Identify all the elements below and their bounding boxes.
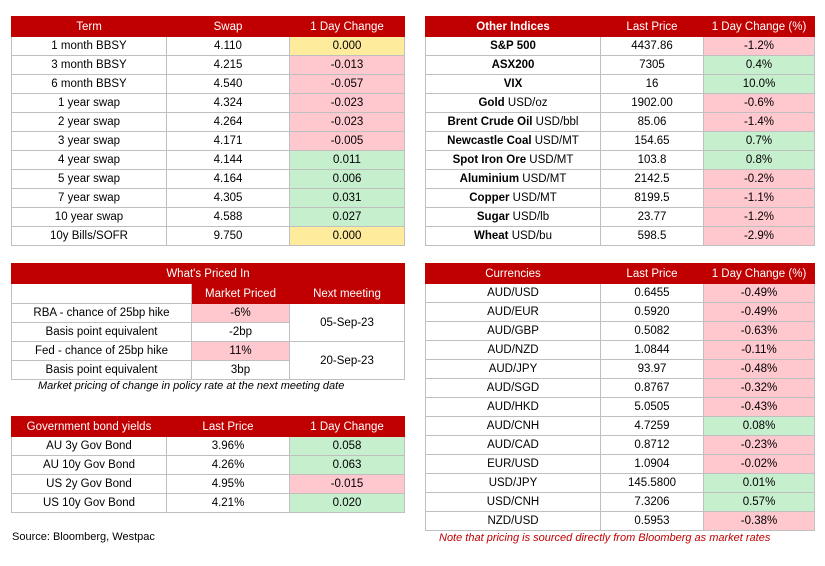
swap-term: 7 year swap	[12, 189, 167, 208]
index-change: 0.8%	[704, 151, 815, 170]
fed-value: 11%	[192, 342, 290, 361]
swap-value: 4.171	[167, 132, 290, 151]
swap-change: -0.057	[290, 75, 405, 94]
index-name	[426, 189, 601, 208]
table-row	[12, 56, 405, 75]
index-change: -1.1%	[704, 189, 815, 208]
table-row	[12, 456, 405, 475]
indices-table	[425, 16, 815, 246]
currency-price: 4.7259	[601, 417, 704, 436]
swap-change: 0.011	[290, 151, 405, 170]
swap-term: 10 year swap	[12, 208, 167, 227]
index-name	[426, 37, 601, 56]
swap-change: -0.013	[290, 56, 405, 75]
swap-change: 0.000	[290, 37, 405, 56]
index-name	[426, 170, 601, 189]
swap-term: 1 year swap	[12, 94, 167, 113]
currency-price: 1.0904	[601, 455, 704, 474]
fed-date: 20-Sep-23	[290, 342, 405, 380]
header-last-price: Last Price	[601, 17, 704, 37]
currency-change: -0.49%	[704, 303, 815, 322]
index-unit: USD/MT	[509, 192, 557, 204]
rba-bp-value: -2bp	[192, 323, 290, 342]
index-name	[426, 75, 601, 94]
index-price: 23.77	[601, 208, 704, 227]
currency-change: 0.57%	[704, 493, 815, 512]
index-change: 0.7%	[704, 132, 815, 151]
currency-price: 0.8712	[601, 436, 704, 455]
table-row	[426, 113, 815, 132]
fed-bp-label: Basis point equivalent	[12, 361, 192, 380]
table-row	[12, 208, 405, 227]
index-change: -1.4%	[704, 113, 815, 132]
swap-change: 0.006	[290, 170, 405, 189]
index-unit: USD/bbl	[532, 116, 579, 128]
swap-change: 0.027	[290, 208, 405, 227]
index-name	[426, 94, 601, 113]
index-name	[426, 151, 601, 170]
currency-change: 0.08%	[704, 417, 815, 436]
index-name-label: Gold	[478, 97, 505, 109]
index-price: 8199.5	[601, 189, 704, 208]
currency-pair: AUD/EUR	[426, 303, 601, 322]
currency-pair: AUD/USD	[426, 284, 601, 303]
header-term: Term	[12, 17, 167, 37]
index-price: 16	[601, 75, 704, 94]
index-name-label: VIX	[503, 78, 523, 90]
currency-price: 0.5953	[601, 512, 704, 531]
table-row	[426, 398, 815, 417]
header-bond-last-price: Last Price	[167, 417, 290, 437]
index-change: -0.2%	[704, 170, 815, 189]
index-price: 2142.5	[601, 170, 704, 189]
table-row	[426, 56, 815, 75]
currencies-table-header	[426, 264, 815, 284]
bond-name: AU 10y Gov Bond	[12, 456, 167, 475]
index-price: 1902.00	[601, 94, 704, 113]
currency-pair: AUD/CAD	[426, 436, 601, 455]
index-name	[426, 132, 601, 151]
table-row	[426, 132, 815, 151]
index-name-label: Copper	[469, 192, 510, 204]
table-row	[12, 170, 405, 189]
swap-term: 5 year swap	[12, 170, 167, 189]
table-row	[426, 284, 815, 303]
table-row	[12, 342, 405, 361]
header-currencies: Currencies	[426, 264, 601, 284]
index-name-label: Wheat	[474, 230, 509, 242]
currency-change: -0.11%	[704, 341, 815, 360]
index-change: 0.4%	[704, 56, 815, 75]
index-name-label: Brent Crude Oil	[447, 116, 533, 128]
table-row	[426, 455, 815, 474]
header-bond-1-day-change: 1 Day Change	[290, 417, 405, 437]
index-price: 154.65	[601, 132, 704, 151]
bond-change: 0.058	[290, 437, 405, 456]
table-row	[426, 208, 815, 227]
rba-date: 05-Sep-23	[290, 304, 405, 342]
index-unit: USD/MT	[526, 154, 574, 166]
currency-price: 1.0844	[601, 341, 704, 360]
table-row	[12, 75, 405, 94]
currency-change: -0.02%	[704, 455, 815, 474]
bond-name: US 2y Gov Bond	[12, 475, 167, 494]
index-unit: USD/oz	[504, 97, 548, 109]
bond-name: AU 3y Gov Bond	[12, 437, 167, 456]
currency-pair: AUD/HKD	[426, 398, 601, 417]
header-swap: Swap	[167, 17, 290, 37]
disclaimer-note: Note that pricing is sourced directly from Bloomberg as market rates	[439, 532, 771, 544]
swap-term: 6 month BBSY	[12, 75, 167, 94]
index-name	[426, 227, 601, 246]
index-name	[426, 113, 601, 132]
swap-term: 1 month BBSY	[12, 37, 167, 56]
table-row	[426, 170, 815, 189]
currencies-table	[425, 263, 815, 531]
table-row	[426, 341, 815, 360]
index-price: 4437.86	[601, 37, 704, 56]
currency-price: 5.0505	[601, 398, 704, 417]
bond-change: 0.020	[290, 494, 405, 513]
currency-change: -0.49%	[704, 284, 815, 303]
fed-label: Fed - chance of 25bp hike	[12, 342, 192, 361]
currency-price: 0.5082	[601, 322, 704, 341]
index-change: -1.2%	[704, 208, 815, 227]
swap-change: 0.000	[290, 227, 405, 246]
currency-change: -0.63%	[704, 322, 815, 341]
header-1-day-change: 1 Day Change	[290, 17, 405, 37]
index-name	[426, 208, 601, 227]
swap-value: 4.144	[167, 151, 290, 170]
swap-value: 4.540	[167, 75, 290, 94]
table-row	[12, 113, 405, 132]
currency-change: -0.32%	[704, 379, 815, 398]
index-unit: USD/lb	[509, 211, 550, 223]
index-name-label: Spot Iron Ore	[452, 154, 527, 166]
currency-change: -0.43%	[704, 398, 815, 417]
currency-price: 7.3206	[601, 493, 704, 512]
rba-value: -6%	[192, 304, 290, 323]
currency-change: -0.38%	[704, 512, 815, 531]
swap-value: 9.750	[167, 227, 290, 246]
currency-pair: AUD/SGD	[426, 379, 601, 398]
currency-price: 0.8767	[601, 379, 704, 398]
currency-price: 93.97	[601, 360, 704, 379]
table-row	[426, 474, 815, 493]
swap-value: 4.324	[167, 94, 290, 113]
bond-change: -0.015	[290, 475, 405, 494]
currency-change: -0.48%	[704, 360, 815, 379]
index-change: 10.0%	[704, 75, 815, 94]
swap-value: 4.215	[167, 56, 290, 75]
table-row	[426, 151, 815, 170]
priced-note: Market pricing of change in policy rate at the next meeting date	[38, 380, 345, 392]
rba-label: RBA - chance of 25bp hike	[12, 304, 192, 323]
header-currency-last-price: Last Price	[601, 264, 704, 284]
swap-change: -0.023	[290, 94, 405, 113]
swap-table-header	[12, 17, 405, 37]
header-other-indices: Other Indices	[426, 17, 601, 37]
table-row	[12, 151, 405, 170]
currency-change: -0.23%	[704, 436, 815, 455]
table-row	[426, 94, 815, 113]
table-row	[426, 322, 815, 341]
table-row	[12, 304, 405, 323]
priced-empty-header	[12, 284, 192, 304]
table-row	[12, 227, 405, 246]
priced-title: What's Priced In	[12, 264, 405, 284]
index-name-label: ASX200	[491, 59, 535, 71]
header-next-meeting: Next meeting	[290, 284, 405, 304]
index-name-label: S&P 500	[490, 40, 536, 52]
table-row	[426, 493, 815, 512]
swap-value: 4.264	[167, 113, 290, 132]
index-name-label: Aluminium	[459, 173, 520, 185]
table-row	[12, 494, 405, 513]
swap-term: 4 year swap	[12, 151, 167, 170]
table-row	[12, 132, 405, 151]
bond-price: 4.21%	[167, 494, 290, 513]
index-name-label: Sugar	[476, 211, 510, 223]
table-row	[426, 360, 815, 379]
bond-price: 3.96%	[167, 437, 290, 456]
bond-price: 4.95%	[167, 475, 290, 494]
index-price: 85.06	[601, 113, 704, 132]
swap-term: 2 year swap	[12, 113, 167, 132]
currency-pair: EUR/USD	[426, 455, 601, 474]
table-row	[12, 475, 405, 494]
swap-term: 3 month BBSY	[12, 56, 167, 75]
table-row	[426, 436, 815, 455]
source-note: Source: Bloomberg, Westpac	[12, 531, 155, 543]
currency-price: 0.6455	[601, 284, 704, 303]
table-row	[426, 75, 815, 94]
table-row	[12, 437, 405, 456]
table-row	[12, 94, 405, 113]
swap-value: 4.588	[167, 208, 290, 227]
index-unit: USD/MT	[531, 135, 579, 147]
swap-change: -0.023	[290, 113, 405, 132]
bond-yields-table	[11, 416, 405, 513]
whats-priced-in-table	[11, 263, 405, 380]
currency-pair: USD/JPY	[426, 474, 601, 493]
header-currency-1-day-change: 1 Day Change (%)	[704, 264, 815, 284]
swap-change: 0.031	[290, 189, 405, 208]
swap-value: 4.110	[167, 37, 290, 56]
swap-value: 4.305	[167, 189, 290, 208]
currency-change: 0.01%	[704, 474, 815, 493]
currency-price: 0.5920	[601, 303, 704, 322]
swap-value: 4.164	[167, 170, 290, 189]
table-row	[426, 379, 815, 398]
fed-bp-value: 3bp	[192, 361, 290, 380]
index-name	[426, 56, 601, 75]
swap-change: -0.005	[290, 132, 405, 151]
table-row	[426, 189, 815, 208]
currency-pair: AUD/GBP	[426, 322, 601, 341]
swap-term: 10y Bills/SOFR	[12, 227, 167, 246]
table-row	[426, 417, 815, 436]
index-change: -1.2%	[704, 37, 815, 56]
table-row	[12, 37, 405, 56]
bond-change: 0.063	[290, 456, 405, 475]
swap-term: 3 year swap	[12, 132, 167, 151]
index-price: 103.8	[601, 151, 704, 170]
header-1-day-change-pct: 1 Day Change (%)	[704, 17, 815, 37]
rba-bp-label: Basis point equivalent	[12, 323, 192, 342]
currency-pair: USD/CNH	[426, 493, 601, 512]
currency-pair: AUD/CNH	[426, 417, 601, 436]
currency-pair: AUD/NZD	[426, 341, 601, 360]
currency-pair: NZD/USD	[426, 512, 601, 531]
bond-table-header	[12, 417, 405, 437]
index-change: -0.6%	[704, 94, 815, 113]
table-row	[426, 512, 815, 531]
header-government-bond-yields: Government bond yields	[12, 417, 167, 437]
index-unit: USD/bu	[508, 230, 552, 242]
bond-price: 4.26%	[167, 456, 290, 475]
currency-price: 145.5800	[601, 474, 704, 493]
table-row	[426, 303, 815, 322]
table-row	[426, 227, 815, 246]
header-market-priced: Market Priced	[192, 284, 290, 304]
currency-pair: AUD/JPY	[426, 360, 601, 379]
index-name-label: Newcastle Coal	[447, 135, 532, 147]
swap-table	[11, 16, 405, 246]
bond-name: US 10y Gov Bond	[12, 494, 167, 513]
index-unit: USD/MT	[519, 173, 567, 185]
table-row	[426, 37, 815, 56]
indices-table-header	[426, 17, 815, 37]
table-row	[12, 189, 405, 208]
index-price: 7305	[601, 56, 704, 75]
index-change: -2.9%	[704, 227, 815, 246]
index-price: 598.5	[601, 227, 704, 246]
